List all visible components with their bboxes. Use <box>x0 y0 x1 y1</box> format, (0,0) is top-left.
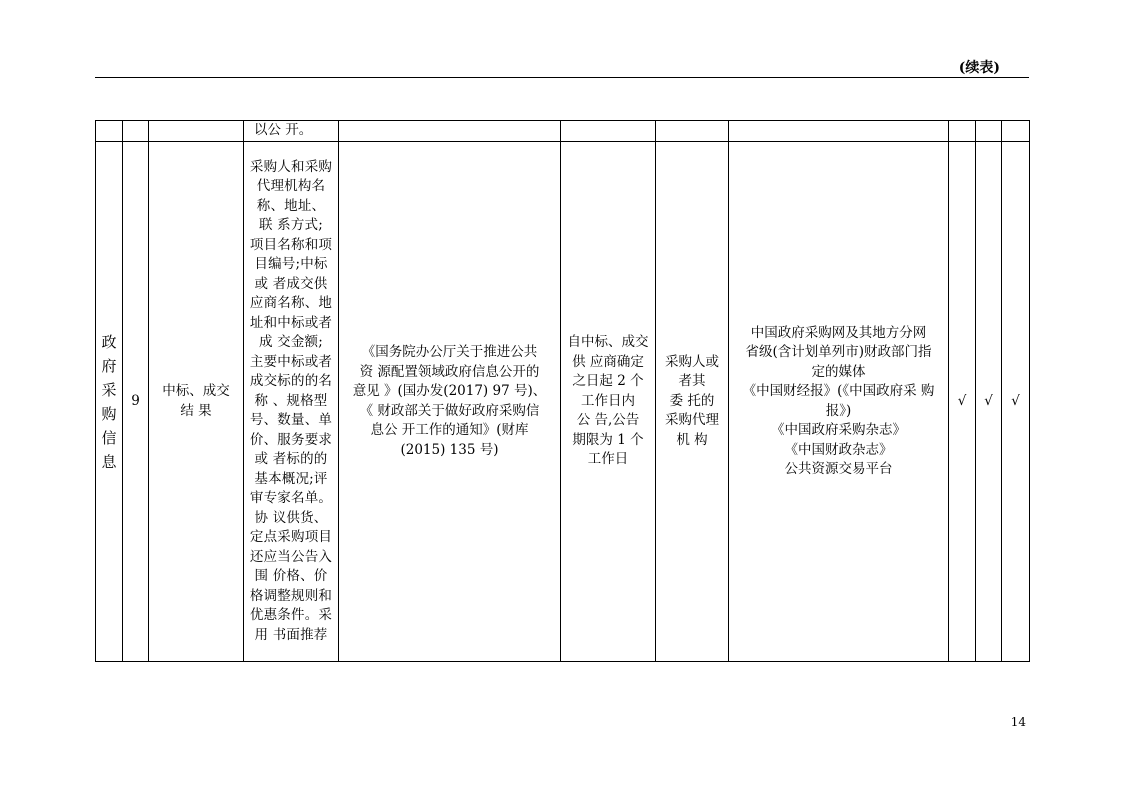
cell-content <box>244 142 339 662</box>
cell-empty <box>1002 121 1030 142</box>
table-row-item-9 <box>96 142 1030 662</box>
time-limit-line: 之日起 2 个 <box>572 373 644 390</box>
cell-basis <box>339 142 561 662</box>
time-limit-line: 工作日内 <box>581 392 635 409</box>
page-number: 14 <box>1010 715 1026 729</box>
channel-line: 《中国政府采购杂志》 <box>771 422 906 438</box>
subject-line: 者其 <box>678 373 706 390</box>
content-line: 围 价格、价 <box>254 568 328 585</box>
channel-line: 《中国财政杂志》 <box>784 441 893 458</box>
content-line: 定点采购项目 <box>249 529 333 546</box>
cell-empty <box>656 121 729 142</box>
subject-line: 采购人或 <box>665 353 719 370</box>
cell-empty <box>949 121 976 142</box>
channel-line: 定的媒体 <box>811 363 866 380</box>
channel-line: 公共资源交易平台 <box>784 461 893 477</box>
content-line: 协 议供货、 <box>254 509 328 526</box>
cell-category <box>96 142 123 662</box>
content-line: 应商名称、地 <box>249 295 333 312</box>
category-char: 息 <box>101 452 117 471</box>
content-line: 号、数量、单 <box>249 412 333 429</box>
channel-line: 中国政府采购网及其地方分网 <box>750 324 927 341</box>
basis-line: 资 源配置领域政府信息公开的 <box>359 363 540 380</box>
cell-empty <box>976 121 1002 142</box>
table-row-continued <box>96 121 1030 142</box>
content-line: 称、地址、 <box>256 197 326 214</box>
item-line: 中标、成交 <box>162 383 230 399</box>
category-char: 政 <box>101 332 117 351</box>
content-line: 还应当公告入 <box>249 548 333 565</box>
cell-number: 9 <box>123 142 149 662</box>
content-line: 代理机构名 <box>256 178 326 195</box>
content-line: 格调整规则和 <box>249 587 333 604</box>
cell-content-continued: 以公 开。 <box>244 121 339 142</box>
basis-line: 意见 》(国办发(2017) 97 号)、 <box>352 383 547 399</box>
channel-line: 《中国财经报》(《中国政府采 购 <box>742 383 935 399</box>
time-limit-line: 工作日 <box>587 451 629 468</box>
content-line: 成 交金额; <box>258 334 324 351</box>
category-char: 采 <box>101 380 117 399</box>
content-line: 项目名称和项 <box>249 236 333 253</box>
basis-line: (2015) 135 号) <box>400 441 499 458</box>
cell-empty <box>561 121 656 142</box>
content-line: 联 系方式; <box>258 217 324 234</box>
time-limit-line: 期限为 1 个 <box>572 431 644 448</box>
category-char: 信 <box>101 428 117 447</box>
cell-subject <box>656 142 729 662</box>
category-char: 府 <box>101 356 117 375</box>
check-mark: √ <box>949 142 976 662</box>
time-limit-line: 公 告,公告 <box>576 412 640 429</box>
item-line: 结 果 <box>180 402 212 419</box>
channel-line: 省级(含计划单列市)财政部门指 <box>745 344 932 360</box>
cell-empty <box>149 121 244 142</box>
basis-line: 《 财政部关于做好政府采购信 <box>359 402 540 419</box>
category-char: 购 <box>101 404 117 423</box>
cell-time-limit <box>561 142 656 662</box>
cell-item <box>149 142 244 662</box>
basis-line: 《国务院办公厅关于推进公共 <box>361 344 538 360</box>
subject-line: 机 构 <box>676 431 708 448</box>
content-line: 或 者成交供 <box>254 275 328 292</box>
cell-empty <box>729 121 949 142</box>
cell-empty <box>96 121 123 142</box>
basis-line: 息公 开工作的通知》(财库 <box>370 422 529 438</box>
subject-line: 采购代理 <box>665 412 719 429</box>
time-limit-line: 自中标、成交 <box>567 334 649 351</box>
subject-line: 委 托的 <box>669 392 715 409</box>
continued-label: (续表) <box>958 60 1000 76</box>
cell-channel <box>729 142 949 662</box>
check-mark: √ <box>976 142 1002 662</box>
header-rule <box>95 77 1029 78</box>
content-line: 目编号;中标 <box>254 256 328 273</box>
content-line: 审专家名单。 <box>249 490 333 507</box>
disclosure-table <box>95 120 1030 662</box>
content-line: 或 者标的的 <box>254 451 328 468</box>
cell-empty <box>123 121 149 142</box>
channel-line: 报》) <box>825 402 852 419</box>
content-line: 址和中标或者 <box>249 314 333 331</box>
content-line: 称 、规格型 <box>254 392 328 409</box>
content-line: 成交标的的名 <box>249 373 333 390</box>
content-line: 优惠条件。采 <box>249 607 333 624</box>
content-line: 用 书面推荐 <box>254 626 328 643</box>
content-line: 基本概况;评 <box>254 470 328 487</box>
content-line: 采购人和采购 <box>249 158 333 175</box>
content-line: 主要中标或者 <box>249 353 333 370</box>
check-mark: √ <box>1002 142 1030 662</box>
time-limit-line: 供 应商确定 <box>572 353 644 370</box>
cell-empty <box>339 121 561 142</box>
content-line: 价、服务要求 <box>249 431 333 448</box>
